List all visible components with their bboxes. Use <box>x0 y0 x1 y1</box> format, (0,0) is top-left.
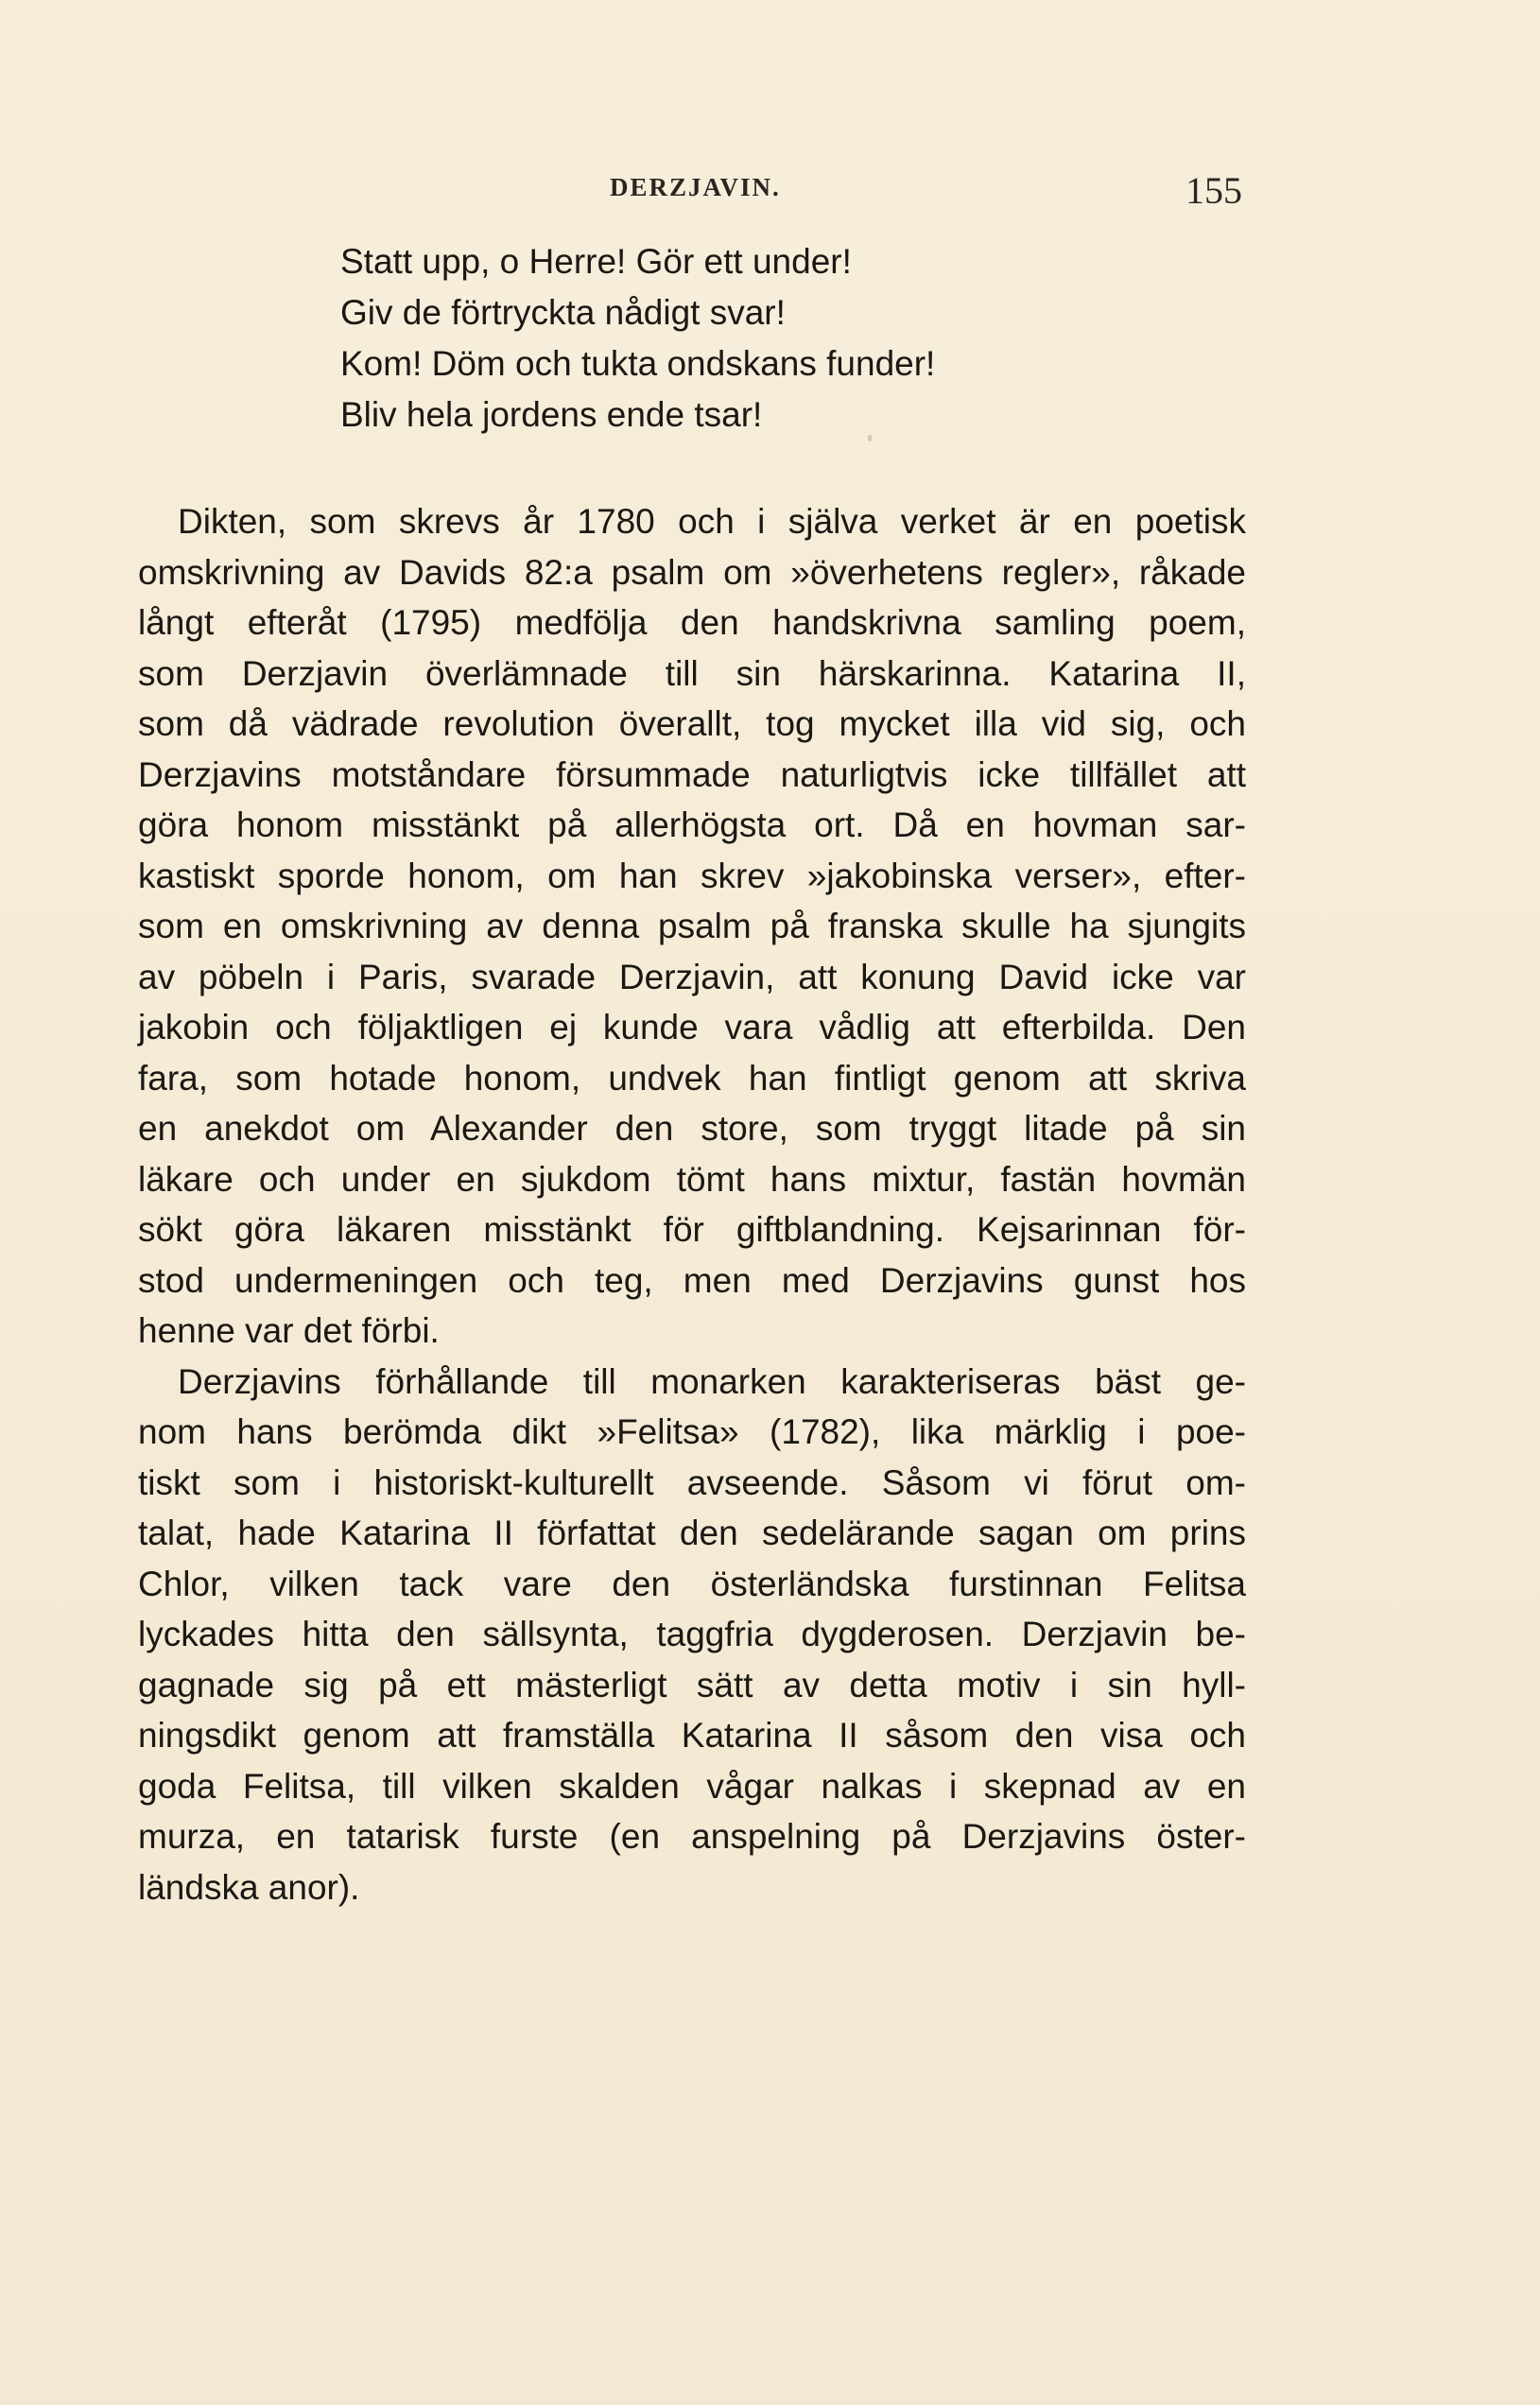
text-line: stod undermeningen och teg, men med Derzjavins gunst hos <box>138 1260 1246 1300</box>
verse-line: Giv de förtryckta nådigt svar! <box>340 293 786 332</box>
verse-line: Kom! Döm och tukta ondskans funder! <box>340 344 936 383</box>
text-line: som då vädrade revolution överallt, tog mycket illa vid sig, och <box>138 704 1246 743</box>
text-line: en anekdot om Alexander den store, som tryggt litade på sin <box>138 1109 1246 1148</box>
text-line: göra honom misstänkt på allerhögsta ort. Då en hovman sar- <box>138 805 1246 844</box>
text-line: som Derzjavin överlämnade till sin härskarinna. Katarina II, <box>138 653 1246 693</box>
text-line: murza, en tatarisk furste (en anspelning på Derzjavins öster- <box>138 1817 1246 1856</box>
text-line: tiskt som i historiskt-kulturellt avseende. Såsom vi förut om- <box>138 1462 1246 1502</box>
text-line: omskrivning av Davids 82:a psalm om »överhetens regler», råkade <box>138 552 1246 592</box>
text-line: Dikten, som skrevs år 1780 och i själva verket är en poetisk <box>178 502 1246 541</box>
page-number: 155 <box>1185 169 1242 212</box>
body-text <box>138 496 1246 1912</box>
text-line: Derzjavins motståndare försummade naturligtvis icke tillfället att <box>138 754 1246 794</box>
text-line: ningsdikt genom att framställa Katarina II såsom den visa och <box>138 1716 1246 1755</box>
text-line: lyckades hitta den sällsynta, taggfria dygderosen. Derzjavin be- <box>138 1615 1246 1653</box>
text-line: kastiskt sporde honom, om han skrev »jakobinska verser», efter- <box>138 856 1246 895</box>
text-line: henne var det förbi. <box>138 1311 440 1350</box>
text-line: fara, som hotade honom, undvek han fintligt genom att skriva <box>138 1058 1246 1098</box>
text-line: ländska anor). <box>138 1867 360 1907</box>
text-line: sökt göra läkaren misstänkt för giftblandning. Kejsarinnan för- <box>138 1210 1246 1249</box>
verse-line: Bliv hela jordens ende tsar! <box>340 395 763 434</box>
text-line: av pöbeln i Paris, svarade Derzjavin, att konung David icke var <box>138 957 1246 996</box>
verse-stanza <box>340 236 1286 441</box>
text-line: långt efteråt (1795) medfölja den handskrivna samling poem, <box>138 603 1246 642</box>
text-line: läkare och under en sjukdom tömt hans mixtur, fastän hovmän <box>138 1159 1246 1199</box>
text-line: talat, hade Katarina II författat den sedelärande sagan om prins <box>138 1514 1246 1552</box>
running-head: DERZJAVIN. <box>610 173 781 201</box>
verse-line: Statt upp, o Herre! Gör ett under! <box>340 242 852 281</box>
text-line: som en omskrivning av denna psalm på franska skulle ha sjungits <box>138 907 1246 945</box>
text-line: gagnade sig på ett mästerligt sätt av detta motiv i sin hyll- <box>138 1665 1246 1704</box>
text-line: Derzjavins förhållande till monarken karakteriseras bäst ge- <box>178 1361 1246 1401</box>
text-line: jakobin och följaktligen ej kunde vara vådlig att efterbilda. Den <box>138 1008 1246 1047</box>
text-line: Chlor, vilken tack vare den österländska furstinnan Felitsa <box>138 1564 1246 1603</box>
text-line: goda Felitsa, till vilken skalden vågar nalkas i skepnad av en <box>138 1766 1246 1806</box>
paper-speck <box>868 435 872 441</box>
text-line: nom hans berömda dikt »Felitsa» (1782), lika märklig i poe- <box>138 1412 1246 1451</box>
